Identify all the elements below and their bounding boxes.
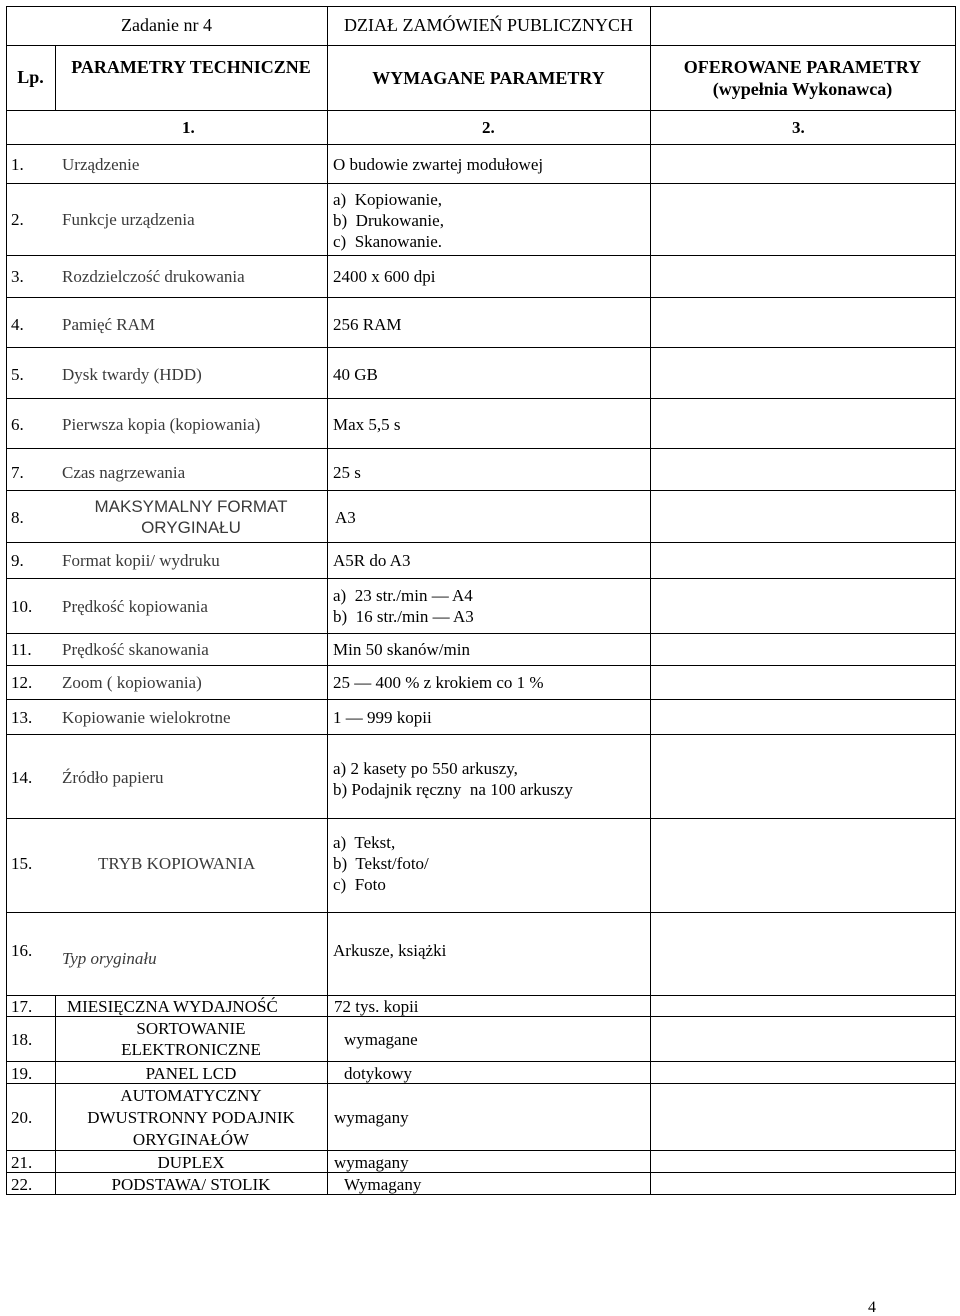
column-number-3: 3. xyxy=(792,118,805,137)
row-22-value: Wymagany xyxy=(344,1175,422,1194)
row-19-value: dotykowy xyxy=(344,1064,412,1083)
row-8-lp: 8. xyxy=(11,508,24,527)
row-15-value: a) Tekst, b) Tekst/foto/ c) Foto xyxy=(333,833,429,894)
row-15-lp: 15. xyxy=(11,854,33,873)
row-4-value: 256 RAM xyxy=(333,315,402,334)
row-22-param: PODSTAWA/ STOLIK xyxy=(111,1175,271,1194)
row-9-param: Format kopii/ wydruku xyxy=(62,551,220,570)
column-number-2: 2. xyxy=(482,118,495,137)
row-10-param: Prędkość kopiowania xyxy=(62,597,208,616)
row-2-lp: 2. xyxy=(11,210,24,229)
row-10-lp: 10. xyxy=(11,597,33,616)
row-19-param: PANEL LCD xyxy=(145,1064,237,1083)
row-15-param: TRYB KOPIOWANIA xyxy=(98,854,256,873)
row-3-lp: 3. xyxy=(11,267,24,286)
task-number: Zadanie nr 4 xyxy=(121,15,212,35)
row-13-param: Kopiowanie wielokrotne xyxy=(62,708,231,727)
row-1-value: O budowie zwartej modułowej xyxy=(333,155,544,174)
row-9-value: A5R do A3 xyxy=(333,551,411,570)
row-11-param: Prędkość skanowania xyxy=(62,640,209,659)
row-12-value: 25 — 400 % z krokiem co 1 % xyxy=(333,673,544,692)
row-20-value: wymagany xyxy=(334,1108,409,1127)
row-21-value: wymagany xyxy=(334,1153,409,1172)
row-20-lp: 20. xyxy=(11,1108,33,1127)
row-19-lp: 19. xyxy=(11,1064,33,1083)
column-header-lp: Lp. xyxy=(17,67,44,87)
row-2-value: a) Kopiowanie, b) Drukowanie, c) Skanowanie. xyxy=(333,190,444,251)
row-16-param: Typ oryginału xyxy=(62,949,157,968)
row-18-lp: 18. xyxy=(11,1030,33,1049)
row-18-param: SORTOWANIE ELEKTRONICZNE xyxy=(121,1019,261,1059)
row-14-param: Źródło papieru xyxy=(62,768,164,787)
row-17-lp: 17. xyxy=(11,997,33,1016)
column-header-offered: OFEROWANE PARAMETRY xyxy=(683,57,922,77)
row-3-value: 2400 x 600 dpi xyxy=(333,267,436,286)
row-14-value: a) 2 kasety po 550 arkuszy, b) Podajnik ręczny na 100 arkuszy xyxy=(333,759,573,799)
row-6-value: Max 5,5 s xyxy=(333,415,401,434)
row-7-value: 25 s xyxy=(333,463,361,482)
row-4-lp: 4. xyxy=(11,315,24,334)
row-12-param: Zoom ( kopiowania) xyxy=(62,673,202,692)
row-21-lp: 21. xyxy=(11,1153,33,1172)
row-1-lp: 1. xyxy=(11,155,24,174)
row-8-value: A3 xyxy=(335,508,356,527)
row-22-lp: 22. xyxy=(11,1175,33,1194)
row-16-lp: 16. xyxy=(11,941,33,960)
row-5-lp: 5. xyxy=(11,365,24,384)
row-3-param: Rozdzielczość drukowania xyxy=(62,267,245,286)
page-number: 4 xyxy=(868,1299,876,1316)
row-6-lp: 6. xyxy=(11,415,24,434)
row-16-value: Arkusze, książki xyxy=(333,941,447,960)
row-11-lp: 11. xyxy=(11,640,32,659)
column-header-offered-note: (wypełnia Wykonawca) xyxy=(712,79,893,99)
row-12-lp: 12. xyxy=(11,673,33,692)
row-17-param: MIESIĘCZNA WYDAJNOŚĆ xyxy=(67,997,278,1016)
row-1-param: Urządzenie xyxy=(62,155,140,174)
row-18-value: wymagane xyxy=(344,1030,418,1049)
row-7-param: Czas nagrzewania xyxy=(62,463,186,482)
department-title: DZIAŁ ZAMÓWIEŃ PUBLICZNYCH xyxy=(344,15,633,35)
column-number-1: 1. xyxy=(182,118,195,137)
row-20-param: AUTOMATYCZNY DWUSTRONNY PODAJNIK ORYGINAŁÓW xyxy=(87,1086,295,1149)
column-header-required: WYMAGANE PARAMETRY xyxy=(372,68,605,88)
row-8-param: MAKSYMALNY FORMAT ORYGINAŁU xyxy=(94,497,288,537)
row-10-value: a) 23 str./min — A4 b) 16 str./min — A3 xyxy=(333,586,474,626)
row-4-param: Pamięć RAM xyxy=(62,315,156,334)
column-header-params: PARAMETRY TECHNICZNE xyxy=(71,57,311,77)
row-17-value: 72 tys. kopii xyxy=(334,997,419,1016)
row-5-value: 40 GB xyxy=(333,365,378,384)
row-21-param: DUPLEX xyxy=(157,1153,225,1172)
row-6-param: Pierwsza kopia (kopiowania) xyxy=(62,415,261,434)
row-5-param: Dysk twardy (HDD) xyxy=(62,365,202,384)
row-14-lp: 14. xyxy=(11,768,33,787)
row-11-value: Min 50 skanów/min xyxy=(333,640,470,659)
row-7-lp: 7. xyxy=(11,463,24,482)
row-13-lp: 13. xyxy=(11,708,33,727)
row-13-value: 1 — 999 kopii xyxy=(333,708,432,727)
row-9-lp: 9. xyxy=(11,551,24,570)
row-2-param: Funkcje urządzenia xyxy=(62,210,195,229)
